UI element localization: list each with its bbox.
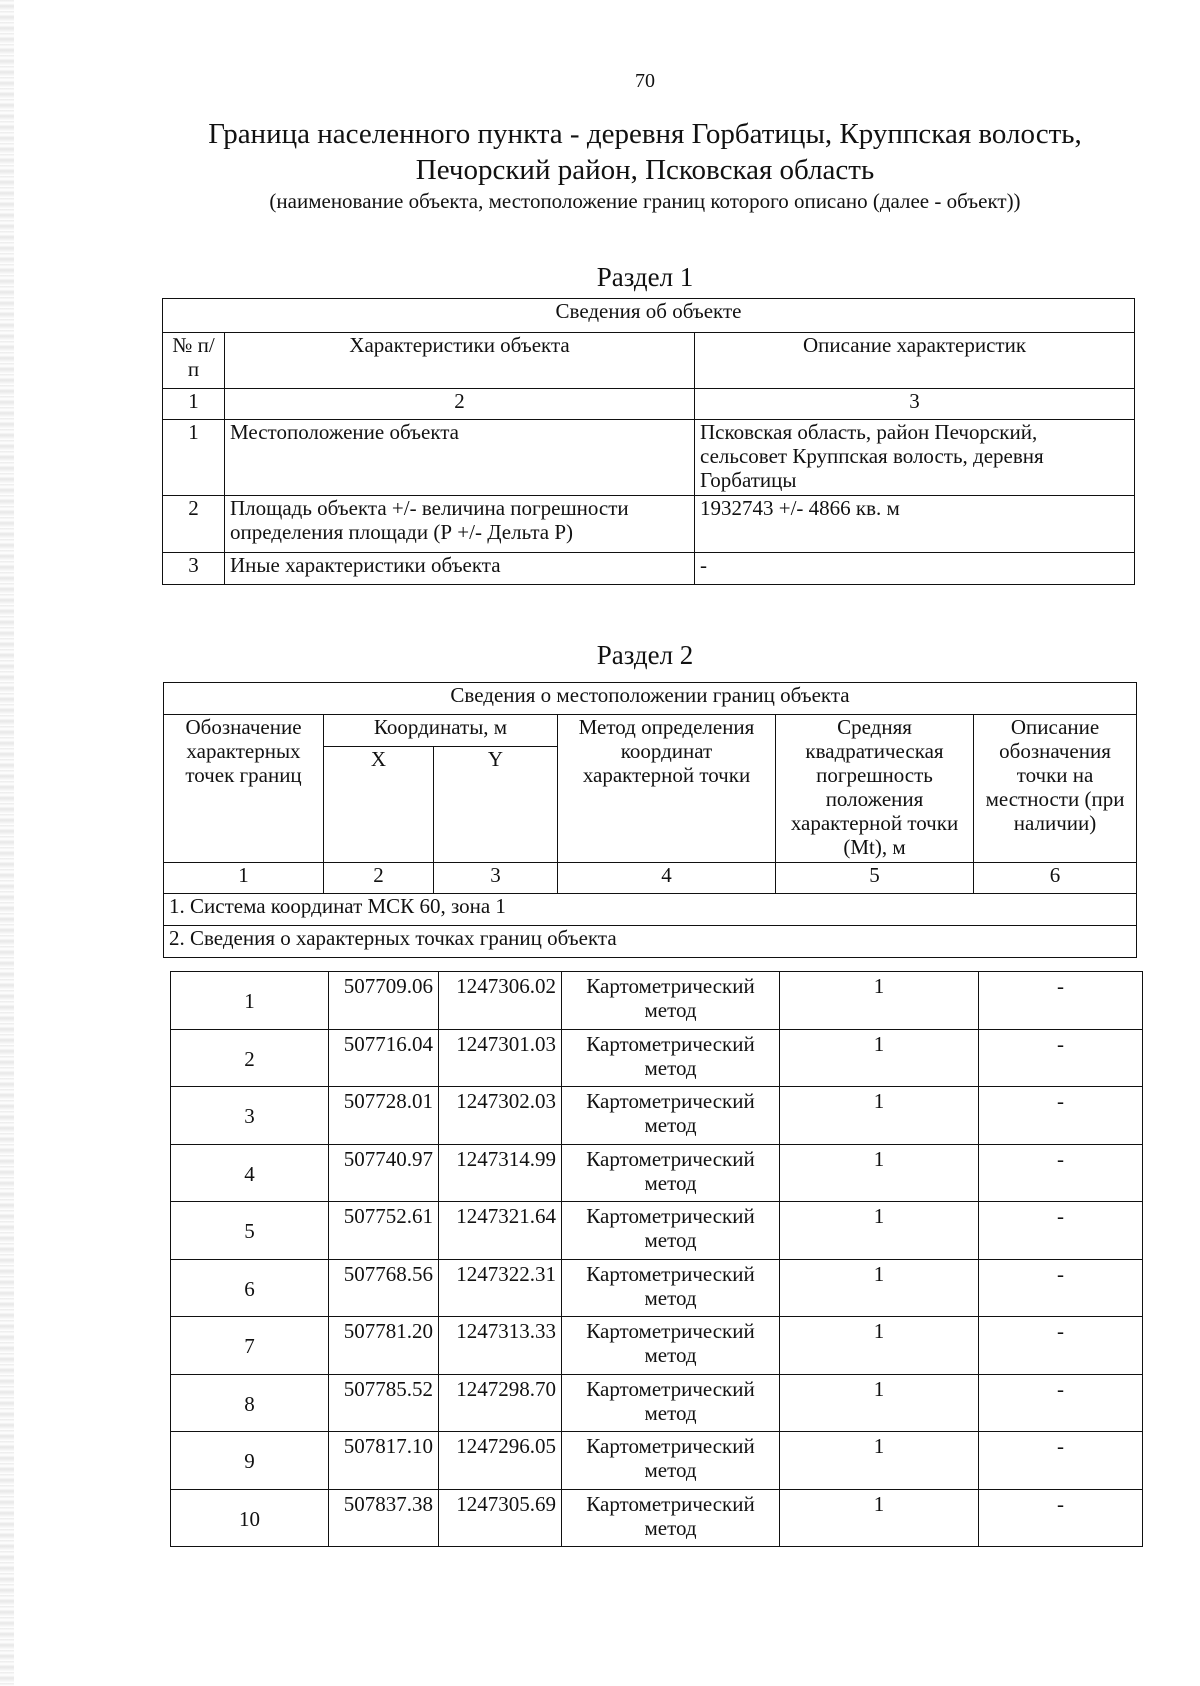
point-id: 3: [171, 1087, 329, 1145]
point-x: 507817.10: [329, 1432, 439, 1490]
table-row: [171, 1144, 1143, 1202]
boundary-caption: Сведения о местоположении границ объекта: [164, 683, 1137, 715]
table-row: [171, 1374, 1143, 1432]
coordinates-header: Координаты, м: [324, 715, 558, 747]
point-id: 7: [171, 1317, 329, 1375]
column-index: 3: [434, 863, 558, 894]
object-info-table: [162, 298, 1135, 585]
point-designation-header: Обозначение характерных точек границ: [164, 715, 324, 863]
section-2-heading: Раздел 2: [596, 640, 694, 670]
column-index: 1: [164, 863, 324, 894]
point-x: 507716.04: [329, 1029, 439, 1087]
point-method: Картометрический метод: [562, 1489, 780, 1547]
col-description-header: Описание характеристик: [695, 333, 1135, 389]
table-row: [171, 1029, 1143, 1087]
point-error: 1: [780, 1317, 979, 1375]
method-header: Метод определения координат характерной точки: [558, 715, 776, 863]
scan-edge-shadow: [0, 0, 14, 1686]
table-row: [171, 1489, 1143, 1547]
point-method: Картометрический метод: [562, 972, 780, 1030]
point-y: 1247305.69: [439, 1489, 562, 1547]
table-row: [171, 1432, 1143, 1490]
table-row: [163, 496, 1135, 553]
point-description: -: [979, 1432, 1143, 1490]
boundary-points-body: [171, 972, 1143, 1547]
point-x: 507752.61: [329, 1202, 439, 1260]
point-method: Картометрический метод: [562, 1087, 780, 1145]
point-x: 507740.97: [329, 1144, 439, 1202]
section-1-heading: Раздел 1: [596, 262, 694, 292]
row-characteristic: Местоположение объекта: [225, 420, 695, 496]
point-description: -: [979, 1144, 1143, 1202]
point-error: 1: [780, 1144, 979, 1202]
point-error: 1: [780, 1489, 979, 1547]
row-characteristic: Площадь объекта +/- величина погрешности определения площади (Р +/- Дельта Р): [225, 496, 695, 553]
point-x: 507709.06: [329, 972, 439, 1030]
coordinate-system-row: 1. Система координат МСК 60, зона 1: [164, 894, 1137, 926]
point-y: 1247296.05: [439, 1432, 562, 1490]
boundary-points-table: [170, 971, 1143, 1547]
point-method: Картометрический метод: [562, 1202, 780, 1260]
point-y: 1247314.99: [439, 1144, 562, 1202]
point-x: 507768.56: [329, 1259, 439, 1317]
point-description: -: [979, 1317, 1143, 1375]
point-y: 1247321.64: [439, 1202, 562, 1260]
point-y: 1247306.02: [439, 972, 562, 1030]
point-error: 1: [780, 1087, 979, 1145]
point-method: Картометрический метод: [562, 1259, 780, 1317]
point-y: 1247322.31: [439, 1259, 562, 1317]
point-id: 9: [171, 1432, 329, 1490]
col-characteristics-header: Характеристики объекта: [225, 333, 695, 389]
row-description: -: [695, 553, 1135, 585]
point-x: 507785.52: [329, 1374, 439, 1432]
column-index: 2: [225, 389, 695, 420]
point-method: Картометрический метод: [562, 1374, 780, 1432]
y-header: Y: [434, 747, 558, 863]
page-number: 70: [635, 70, 655, 92]
point-description-header: Описание обозначения точки на местности (при наличии): [974, 715, 1137, 863]
point-y: 1247298.70: [439, 1374, 562, 1432]
column-index: 6: [974, 863, 1137, 894]
column-index: 5: [776, 863, 974, 894]
point-description: -: [979, 1374, 1143, 1432]
point-description: -: [979, 1087, 1143, 1145]
point-error: 1: [780, 1432, 979, 1490]
column-index: 3: [695, 389, 1135, 420]
table-row: [163, 553, 1135, 585]
table-row: [171, 972, 1143, 1030]
point-method: Картометрический метод: [562, 1432, 780, 1490]
points-caption-row: 2. Сведения о характерных точках границ объекта: [164, 926, 1137, 958]
point-x: 507728.01: [329, 1087, 439, 1145]
document-title-line-1: Граница населенного пункта - деревня Горбатицы, Круппская волость,: [208, 118, 1082, 150]
point-y: 1247301.03: [439, 1029, 562, 1087]
table-row: [171, 1259, 1143, 1317]
point-id: 8: [171, 1374, 329, 1432]
object-info-caption: Сведения об объекте: [163, 299, 1135, 333]
point-description: -: [979, 1489, 1143, 1547]
point-x: 507781.20: [329, 1317, 439, 1375]
row-description: Псковская область, район Печорский, сельсовет Круппская волость, деревня Горбатицы: [695, 420, 1135, 496]
point-error: 1: [780, 1259, 979, 1317]
point-id: 6: [171, 1259, 329, 1317]
row-description: 1932743 +/- 4866 кв. м: [695, 496, 1135, 553]
table-row: [163, 420, 1135, 496]
point-y: 1247313.33: [439, 1317, 562, 1375]
point-id: 4: [171, 1144, 329, 1202]
point-error: 1: [780, 1029, 979, 1087]
point-id: 10: [171, 1489, 329, 1547]
x-header: X: [324, 747, 434, 863]
point-method: Картометрический метод: [562, 1317, 780, 1375]
boundary-header-table: [163, 682, 1137, 958]
table-row: [171, 1087, 1143, 1145]
point-description: -: [979, 1259, 1143, 1317]
point-id: 1: [171, 972, 329, 1030]
point-y: 1247302.03: [439, 1087, 562, 1145]
point-description: -: [979, 972, 1143, 1030]
point-description: -: [979, 1029, 1143, 1087]
row-number: 3: [163, 553, 225, 585]
point-method: Картометрический метод: [562, 1029, 780, 1087]
error-header: Средняя квадратическая погрешность положения характерной точки (Mt), м: [776, 715, 974, 863]
table-row: [171, 1317, 1143, 1375]
point-description: -: [979, 1202, 1143, 1260]
point-method: Картометрический метод: [562, 1144, 780, 1202]
row-number: 2: [163, 496, 225, 553]
point-error: 1: [780, 1374, 979, 1432]
document-subtitle: (наименование объекта, местоположение границ которого описано (далее - объект)): [269, 189, 1021, 213]
document-title-block: [160, 116, 1130, 214]
col-number-header: № п/п: [163, 333, 225, 389]
column-index: 1: [163, 389, 225, 420]
row-characteristic: Иные характеристики объекта: [225, 553, 695, 585]
point-error: 1: [780, 972, 979, 1030]
table-row: [171, 1202, 1143, 1260]
point-id: 5: [171, 1202, 329, 1260]
column-index: 2: [324, 863, 434, 894]
point-id: 2: [171, 1029, 329, 1087]
row-number: 1: [163, 420, 225, 496]
point-x: 507837.38: [329, 1489, 439, 1547]
point-error: 1: [780, 1202, 979, 1260]
column-index: 4: [558, 863, 776, 894]
document-title-line-2: Печорский район, Псковская область: [415, 154, 875, 186]
